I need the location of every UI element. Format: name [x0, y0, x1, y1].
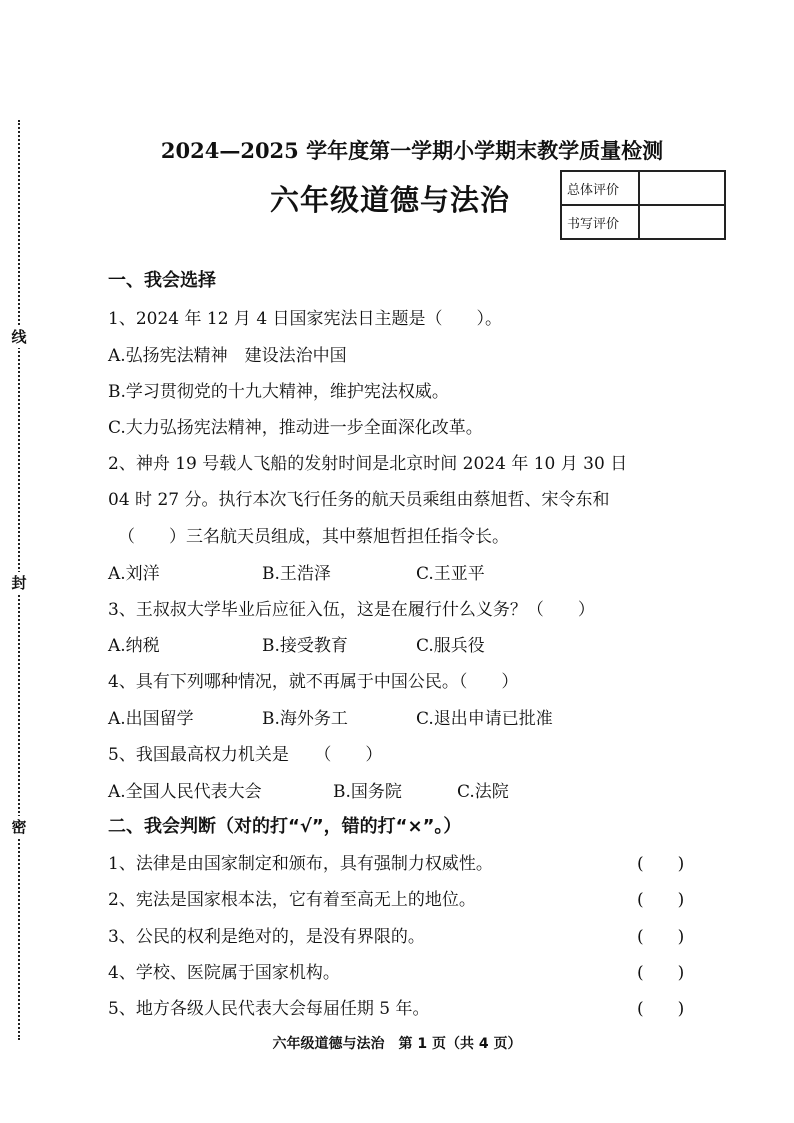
judgment-item-5: 5、地方各级人民代表大会每届任期 5 年。 — [108, 999, 430, 1019]
question-5-option-c: C.法院 — [457, 782, 509, 802]
judgment-answer-3[interactable]: ( ) — [637, 927, 685, 947]
exam-year-title: 2024—2025 学年度第一学期小学期末教学质量检测 — [160, 138, 664, 163]
judgment-item-1: 1、法律是由国家制定和颁布，具有强制力权威性。 — [108, 854, 493, 874]
page-footer: 六年级道德与法治 第 1 页（共 4 页） — [272, 1036, 522, 1052]
judgment-item-3: 3、公民的权利是绝对的，是没有界限的。 — [108, 927, 425, 947]
exam-header — [0, 135, 794, 165]
margin-char-mi: 密 — [8, 816, 30, 838]
evaluation-row — [561, 205, 725, 239]
judgment-answer-2[interactable]: ( ) — [637, 890, 685, 910]
judgment-item-4: 4、学校、医院属于国家机构。 — [108, 963, 340, 983]
writing-evaluation-label: 书写评价 — [561, 205, 639, 239]
subject-title: 六年级道德与法治 — [270, 183, 511, 217]
section-2-title: 二、我会判断（对的打“√”，错的打“×”。） — [108, 816, 462, 837]
question-4-option-b: B.海外务工 — [262, 709, 348, 729]
overall-evaluation-label: 总体评价 — [561, 171, 639, 205]
question-2-option-a: A.刘洋 — [108, 564, 160, 584]
margin-char-xian: 线 — [8, 326, 30, 348]
question-5-option-b: B.国务院 — [333, 782, 402, 802]
margin-char-feng: 封 — [8, 572, 30, 594]
question-2-stem-line-2: 04 时 27 分。执行本次飞行任务的航天员乘组由蔡旭哲、宋令东和 — [108, 490, 610, 510]
judgment-answer-4[interactable]: ( ) — [637, 963, 685, 983]
question-5-stem: 5、我国最高权力机关是 （ ） — [108, 745, 383, 765]
question-3-option-c: C.服兵役 — [416, 636, 485, 656]
question-2-stem-line-3: （ ）三名航天员组成，其中蔡旭哲担任指令长。 — [118, 527, 509, 547]
question-2-stem-line-1: 2、神舟 19 号载人飞船的发射时间是北京时间 2024 年 10 月 30 日 — [108, 454, 628, 474]
question-4-option-c: C.退出申请已批准 — [416, 709, 553, 729]
question-1-stem: 1、2024 年 12 月 4 日国家宪法日主题是（ ）。 — [108, 309, 503, 329]
question-2-option-b: B.王浩泽 — [262, 564, 331, 584]
question-3-option-a: A.纳税 — [108, 636, 160, 656]
question-1-option-c: C.大力弘扬宪法精神，推动进一步全面深化改革。 — [108, 418, 483, 438]
judgment-item-2: 2、宪法是国家根本法，它有着至高无上的地位。 — [108, 890, 476, 910]
evaluation-row — [561, 171, 725, 205]
evaluation-table — [560, 170, 726, 240]
question-1-option-a: A.弘扬宪法精神 建设法治中国 — [108, 346, 347, 366]
question-1-option-b: B.学习贯彻党的十九大精神，维护宪法权威。 — [108, 382, 449, 402]
judgment-answer-5[interactable]: ( ) — [637, 999, 685, 1019]
writing-evaluation-cell[interactable] — [639, 205, 725, 239]
question-5-option-a: A.全国人民代表大会 — [108, 782, 262, 802]
section-1-title: 一、我会选择 — [108, 270, 216, 291]
question-4-option-a: A.出国留学 — [108, 709, 194, 729]
question-3-stem: 3、王叔叔大学毕业后应征入伍，这是在履行什么义务？（ ） — [108, 600, 595, 620]
overall-evaluation-cell[interactable] — [639, 171, 725, 205]
question-3-option-b: B.接受教育 — [262, 636, 348, 656]
judgment-answer-1[interactable]: ( ) — [637, 854, 685, 874]
question-2-option-c: C.王亚平 — [416, 564, 485, 584]
question-4-stem: 4、具有下列哪种情况，就不再属于中国公民。（ ） — [108, 672, 519, 692]
